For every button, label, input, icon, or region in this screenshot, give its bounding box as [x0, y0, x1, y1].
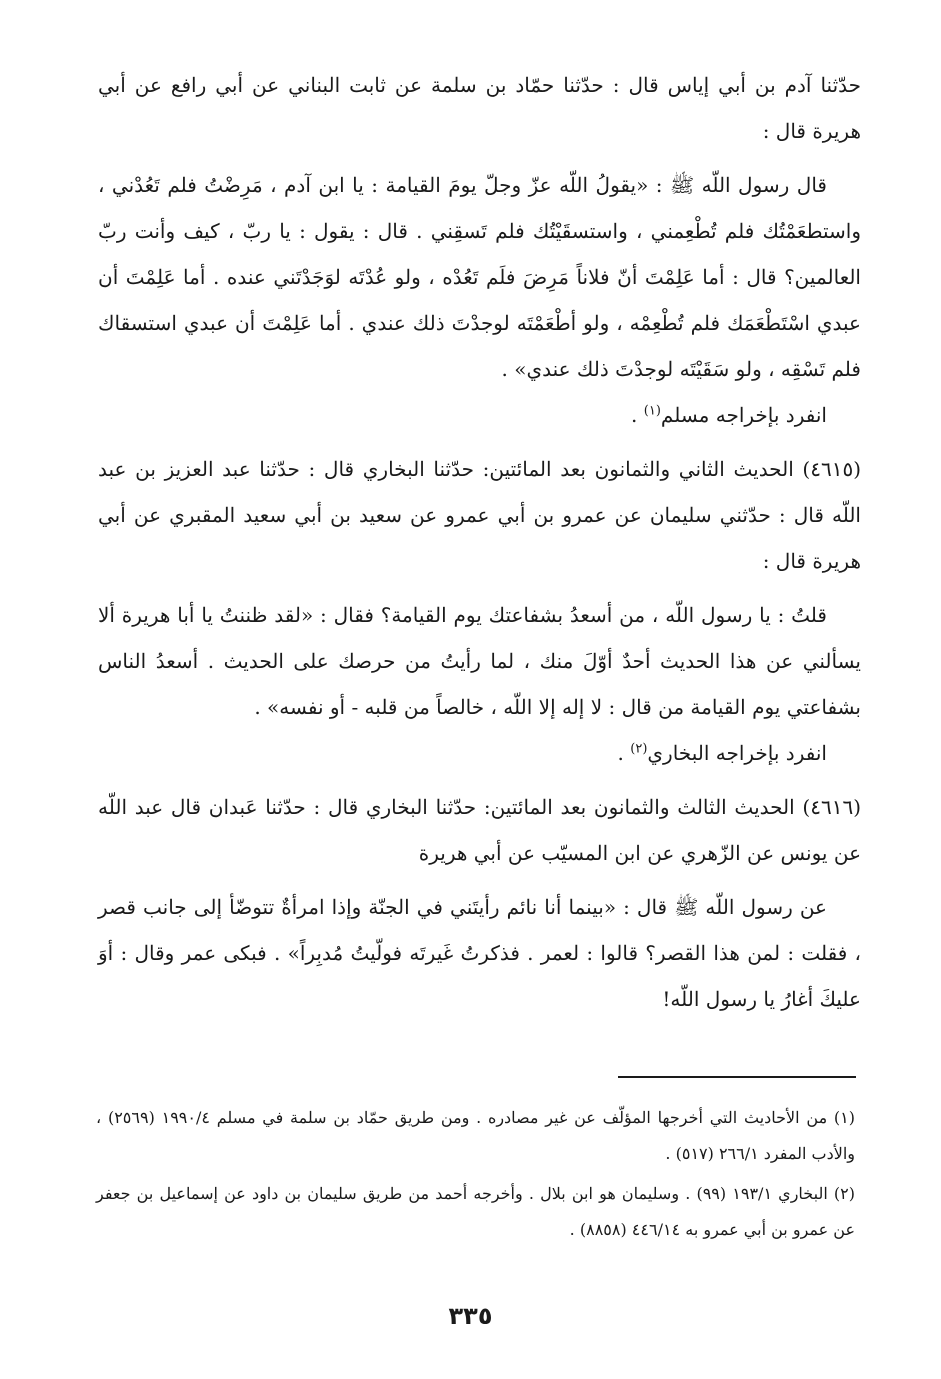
footnote-marker-1[interactable]: (١): [643, 403, 661, 419]
hadith-4616-heading-paragraph: (٤٦١٦) الحديث الثالث والثمانون بعد المائتين: حدّثنا البخاري قال : حدّثنا عَبدان قال عبد اللّه عن يونس عن الزّهري عن ابن المسيّب عن أبي هريرة: [98, 795, 861, 865]
isnad-paragraph: حدّثنا آدم بن أبي إياس قال : حدّثنا حمّاد بن سلمة عن ثابت البناني عن أبي رافع عن أبي هريرة قال :: [98, 73, 861, 143]
footnote-marker-2[interactable]: (٢): [630, 741, 648, 757]
footnotes-section: [96, 1100, 855, 1252]
page-number: ٣٣٥: [448, 1302, 493, 1330]
takhrij-note-bukhari: [98, 730, 861, 776]
takhrij-note-muslim: [98, 392, 861, 438]
footnote-divider: [618, 1076, 856, 1078]
footnote-2: (٢) البخاري ١٩٣/١ (٩٩) . وسليمان هو ابن بلال . وأخرجه أحمد من طريق سليمان بن داود عن إسماعيل بن جعفر عن عمرو بن أبي عمرو به ٤٤٦/١٤ (٨٨٥٨) .: [96, 1184, 856, 1239]
spacer: [98, 584, 861, 592]
hadith-text-paragraph: قال رسول اللّه ﷺ : «يقولُ اللّه عزّ وجلّ يومَ القيامة : يا ابن آدم ، مَرِضْتُ فلم تَعُدْني ، واستطعَمْتُك فلم تُطْعِمني ، واستسقَيْتُك فلم تَسقِني . قال : يقول : يا ربّ ، كيف وأنت ربّ العالمين؟ قال : أما عَلِمْتَ أنّ فلاناً مَرِضَ فلَم تَعُدْه ، ولو عُدْتَه لوَجَدْتَني عنده . أما عَلِمْتَ أن عبدي اسْتَطْعَمَك فلم تُطْعِمْه ، ولو أطْعَمْتَه لوجدْتَ ذلك عندي . أما عَلِمْتَ أن عبدي استسقاك فلم تَسْقِه ، ولو سَقَيْتَه لوجدْتَ ذلك عندي» .: [98, 173, 861, 381]
takhrij-text: انفرد بإخراجه مسلم: [660, 403, 827, 427]
hadith-4615-heading-paragraph: (٤٦١٥) الحديث الثاني والثمانون بعد المائتين: حدّثنا البخاري قال : حدّثنا عبد العزيز بن عبد اللّه قال : حدّثني سليمان عن عمرو بن أبي عمرو عن سعيد بن أبي سعيد المقبري عن أبي هريرة قال :: [98, 457, 861, 573]
hadith-text-paragraph: قلتُ : يا رسول اللّه ، من أسعدُ بشفاعتك يوم القيامة؟ فقال : «لقد ظننتُ يا أبا هريرة ألا يسألني عن هذا الحديث أحدٌ أوّلَ منك ، لما رأيتُ من حرصك على الحديث . أسعدُ الناس بشفاعتي يوم القيامة من قال : لا إله إلا اللّه ، خالصاً من قلبه - أو نفسه» .: [98, 603, 861, 719]
spacer: [98, 876, 861, 884]
hadith-text-paragraph: عن رسول اللّه ﷺ قال : «بينما أنا نائم رأيتَني في الجنّة وإذا امرأةٌ تتوضّأ إلى جانب قصر ، فقلت : لمن هذا القصر؟ قالوا : لعمر . فذكرتُ غَيرتَه فولّيتُ مُدبِراً» . فبكى عمر وقال : أوَ عليكَ أغارُ يا رسول اللّه!: [98, 895, 861, 1011]
spacer: [98, 776, 861, 784]
period: .: [617, 741, 631, 765]
footnote-1: (١) من الأحاديث التي أخرجها المؤلّف عن غير مصادره . ومن طريق حمّاد بن سلمة في مسلم ١٩٩٠/٤ (٢٥٦٩) ، والأدب المفرد ٢٦٦/١ (٥١٧) .: [96, 1108, 855, 1163]
takhrij-text: انفرد بإخراجه البخاري: [647, 741, 827, 765]
period: .: [631, 403, 644, 427]
spacer: [98, 438, 861, 446]
spacer: [98, 154, 861, 162]
